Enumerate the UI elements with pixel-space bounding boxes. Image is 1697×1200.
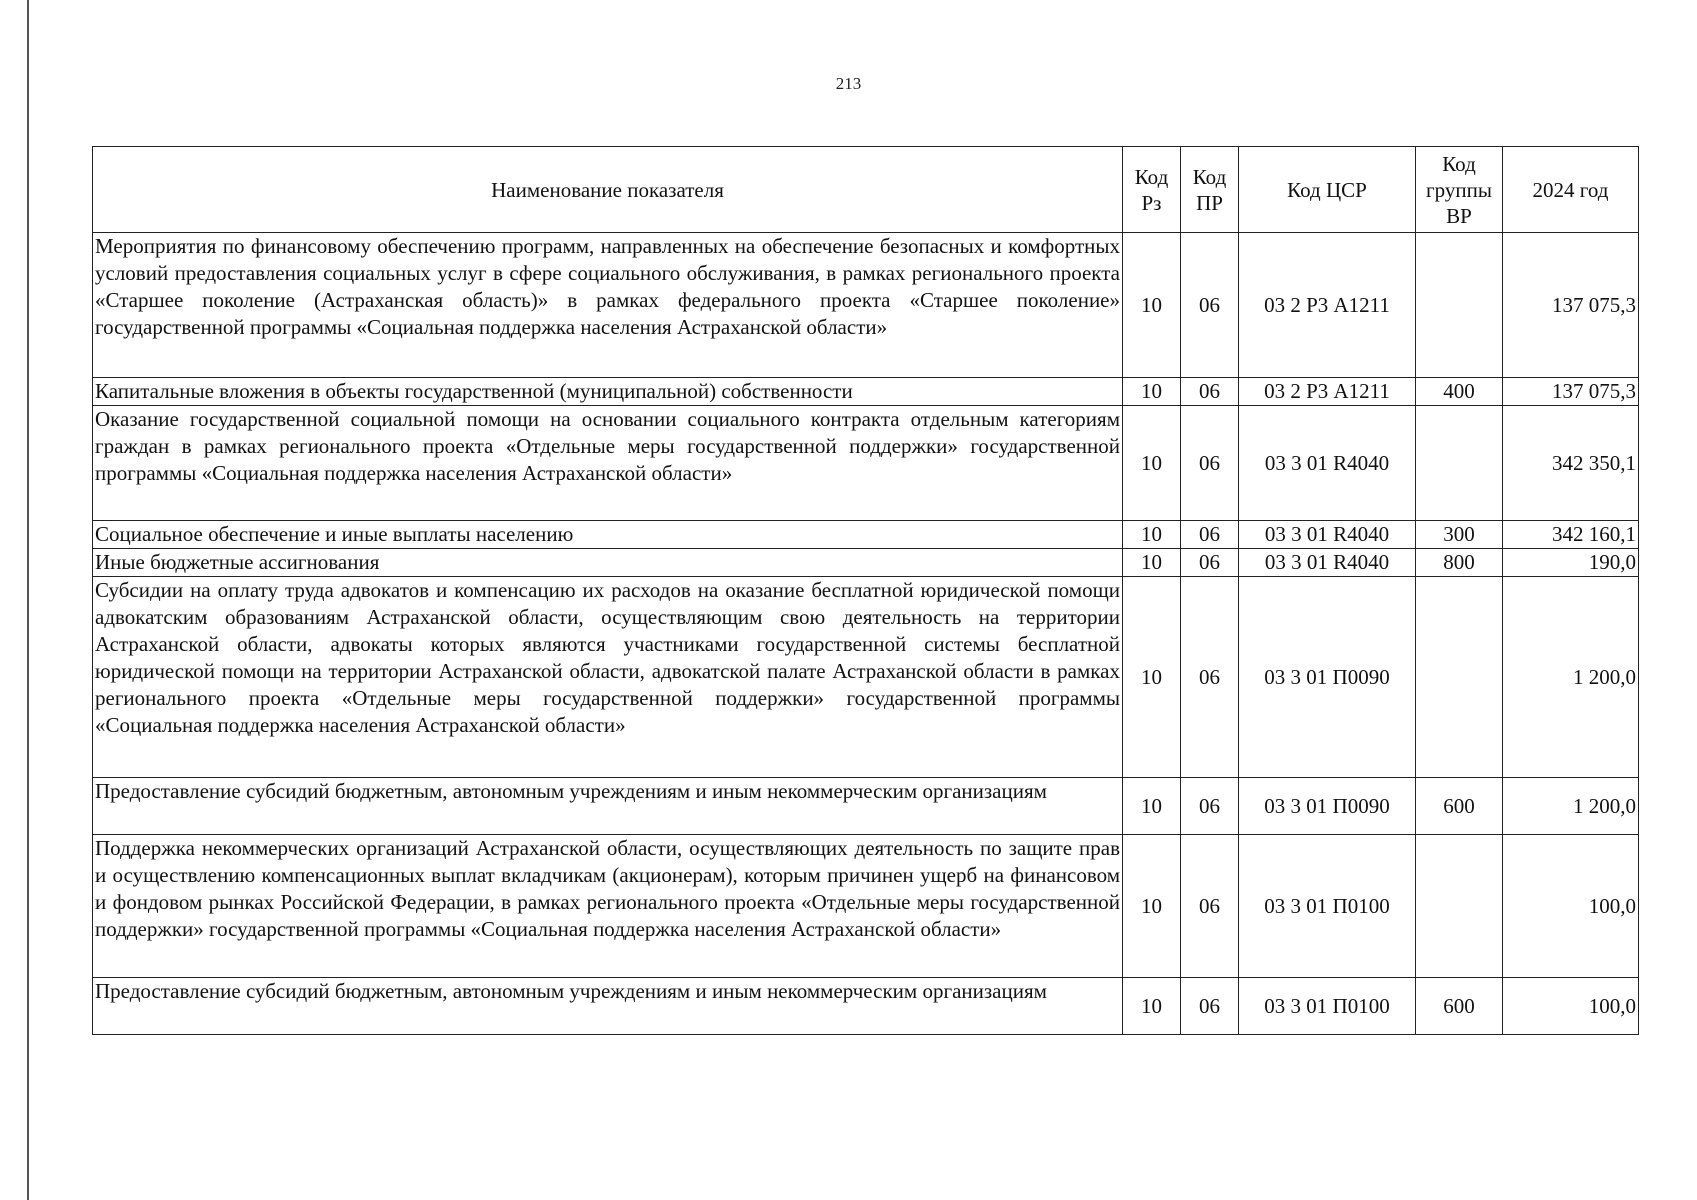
row-amount: 137 075,3: [1503, 233, 1639, 378]
row-vr: 600: [1416, 778, 1503, 835]
header-name: Наименование показателя: [93, 147, 1123, 233]
header-rz: Код Рз: [1123, 147, 1181, 233]
row-name: Мероприятия по финансовому обеспечению программ, направленных на обеспечение безопасных и комфортных условий предоставления социальных услуг в сфере социального обслуживания, в рамках регионального проекта «Старшее поколение (Астраханская область)» в рамках федерального проекта «Старшее поколение» государственной программы «Социальная поддержка населения Астраханской области»: [93, 233, 1123, 378]
row-rz: 10: [1123, 406, 1181, 521]
table-header-row: [93, 147, 1639, 233]
row-pr: 06: [1181, 778, 1239, 835]
row-csr: 03 2 Р3 А1211: [1239, 378, 1416, 406]
row-csr: 03 3 01 R4040: [1239, 549, 1416, 577]
row-amount: 190,0: [1503, 549, 1639, 577]
row-amount: 1 200,0: [1503, 577, 1639, 778]
page-number: 213: [835, 74, 862, 93]
row-rz: 10: [1123, 577, 1181, 778]
row-rz: 10: [1123, 778, 1181, 835]
table-row: [93, 233, 1639, 378]
header-csr: Код ЦСР: [1239, 147, 1416, 233]
row-name: Поддержка некоммерческих организаций Астраханской области, осуществляющих деятельность по защите прав и осуществлению компенсационных выплат вкладчикам (акционерам), которым причинен ущерб на финансовом и фондовом рынках Российской Федерации, в рамках регионального проекта «Отдельные меры государственной поддержки» государственной программы «Социальная поддержка населения Астраханской области»: [93, 835, 1123, 978]
row-pr: 06: [1181, 521, 1239, 549]
row-name: Предоставление субсидий бюджетным, автономным учреждениям и иным некоммерческим организациям: [93, 978, 1123, 1035]
row-pr: 06: [1181, 406, 1239, 521]
row-pr: 06: [1181, 978, 1239, 1035]
row-name: Субсидии на оплату труда адвокатов и компенсацию их расходов на оказание бесплатной юридической помощи адвокатским образованиям Астраханской области, осуществляющим свою деятельность на территории Астраханской области, адвокаты которых являются участниками государственной системы бесплатной юридической помощи на территории Астраханской области, адвокатской палате Астраханской области в рамках регионального проекта «Отдельные меры государственной поддержки» государственной программы «Социальная поддержка населения Астраханской области»: [93, 577, 1123, 778]
row-csr: 03 3 01 П0090: [1239, 577, 1416, 778]
row-vr: 300: [1416, 521, 1503, 549]
table-row: [93, 521, 1639, 549]
row-vr: 600: [1416, 978, 1503, 1035]
row-rz: 10: [1123, 835, 1181, 978]
row-vr: 400: [1416, 378, 1503, 406]
row-csr: 03 3 01 R4040: [1239, 406, 1416, 521]
row-amount: 100,0: [1503, 978, 1639, 1035]
row-vr: [1416, 835, 1503, 978]
row-rz: 10: [1123, 521, 1181, 549]
row-csr: 03 3 01 П0100: [1239, 835, 1416, 978]
row-vr: [1416, 577, 1503, 778]
row-amount: 137 075,3: [1503, 378, 1639, 406]
row-pr: 06: [1181, 835, 1239, 978]
row-name: Социальное обеспечение и иные выплаты населению: [93, 521, 1123, 549]
row-name: Предоставление субсидий бюджетным, автономным учреждениям и иным некоммерческим организациям: [93, 778, 1123, 835]
table-row: [93, 835, 1639, 978]
row-rz: 10: [1123, 378, 1181, 406]
table-row: [93, 978, 1639, 1035]
row-vr: 800: [1416, 549, 1503, 577]
table-row: [93, 549, 1639, 577]
row-pr: 06: [1181, 233, 1239, 378]
row-amount: 1 200,0: [1503, 778, 1639, 835]
table-row: [93, 577, 1639, 778]
row-csr: 03 3 01 П0090: [1239, 778, 1416, 835]
budget-table: [92, 146, 1639, 1035]
row-amount: 342 160,1: [1503, 521, 1639, 549]
row-csr: 03 3 01 R4040: [1239, 521, 1416, 549]
row-name: Иные бюджетные ассигнования: [93, 549, 1123, 577]
table-row: [93, 378, 1639, 406]
row-pr: 06: [1181, 549, 1239, 577]
row-rz: 10: [1123, 549, 1181, 577]
row-name: Оказание государственной социальной помощи на основании социального контракта отдельным категориям граждан в рамках регионального проекта «Отдельные меры государственной поддержки» государственной программы «Социальная поддержка населения Астраханской области»: [93, 406, 1123, 521]
row-csr: 03 3 01 П0100: [1239, 978, 1416, 1035]
row-csr: 03 2 Р3 А1211: [1239, 233, 1416, 378]
binding-line: [27, 0, 29, 1200]
table-row: [93, 406, 1639, 521]
header-vr: Код группы ВР: [1416, 147, 1503, 233]
header-pr: Код ПР: [1181, 147, 1239, 233]
table-row: [93, 778, 1639, 835]
row-pr: 06: [1181, 378, 1239, 406]
row-amount: 100,0: [1503, 835, 1639, 978]
row-amount: 342 350,1: [1503, 406, 1639, 521]
row-vr: [1416, 406, 1503, 521]
row-name: Капитальные вложения в объекты государственной (муниципальной) собственности: [93, 378, 1123, 406]
header-year: 2024 год: [1503, 147, 1639, 233]
row-pr: 06: [1181, 577, 1239, 778]
row-rz: 10: [1123, 978, 1181, 1035]
row-vr: [1416, 233, 1503, 378]
row-rz: 10: [1123, 233, 1181, 378]
